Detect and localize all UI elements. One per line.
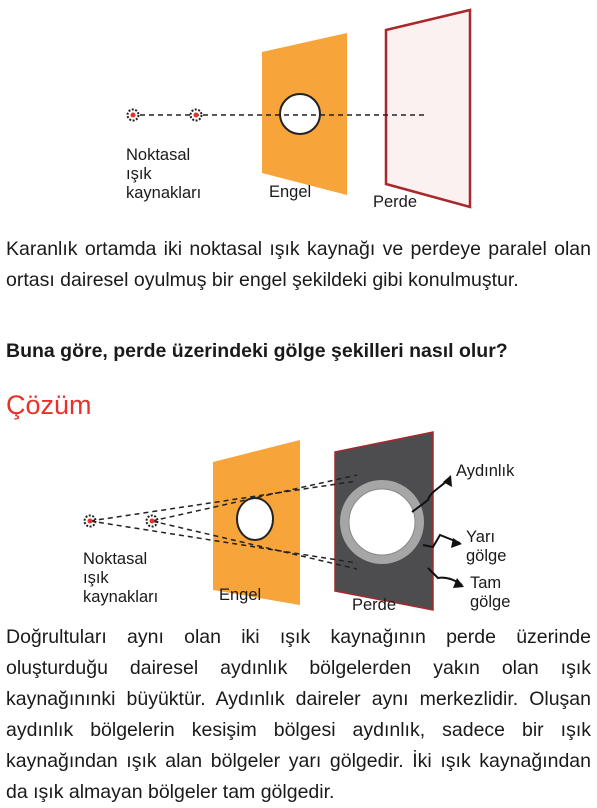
problem-text: Karanlık ortamda iki noktasal ışık kaynağı ve perdeye paralel olan ortası dairesel oyulmuş bir engel şekildeki gibi konulmuştur. [6,238,591,291]
half-shadow-label-line: gölge [466,547,507,565]
sources-label-line: kaynakları [126,184,202,202]
arrow-head [443,475,452,487]
question-text: Buna göre, perde üzerindeki gölge şekilleri nasıl olur? [6,340,508,362]
full-shadow-label [470,574,510,612]
sources-label-line: Noktasal [83,550,148,568]
obstacle-label-fig2: Engel [219,586,262,604]
arrow-head [453,578,464,588]
screen-label-fig1: Perde [373,193,418,211]
bright-label: Aydınlık [456,462,515,480]
full-shadow-label-line: gölge [470,593,511,611]
obstacle-label-fig1: Engel [269,183,312,201]
sources-label-line: ışık [83,569,109,587]
bright-region [349,489,415,555]
half-shadow-label-line: Yarı [466,528,496,546]
full-shadow-label-line: Tam [470,574,502,592]
sources-label-line: ışık [126,165,152,183]
solution-heading: Çözüm [6,390,92,420]
screen-label-fig2: Perde [352,596,397,614]
light-source-2-icon [191,110,202,121]
sources-label-fig2 [83,550,158,607]
light-source-1-icon [128,110,139,121]
light-source-2-icon [147,516,158,527]
sources-label-line: kaynakları [83,588,159,606]
half-shadow-label [466,528,506,566]
solution-text: Doğrultuları aynı olan iki ışık kaynağının perde üzerinde oluşturduğu dairesel aydınlık bölgelerden yakın olan ışık kaynağınınki büyüktür. Aydınlık daireler aynı merkezlidir. Oluşan aydınlık bölgelerin kesişim bölgesi aydınlık, sadece bir ışık kaynağından ışık alan bölgeler yarı gölgedir. İki ışık kaynağından da ışık almayan bölgeler tam gölgedir. [6,626,591,803]
obstacle-hole-fig2 [237,498,273,540]
sources-label-fig1 [126,146,201,203]
screen-fig1 [386,10,470,207]
sources-label-line: Noktasal [126,146,191,164]
obstacle-hole-fig1 [280,94,320,134]
